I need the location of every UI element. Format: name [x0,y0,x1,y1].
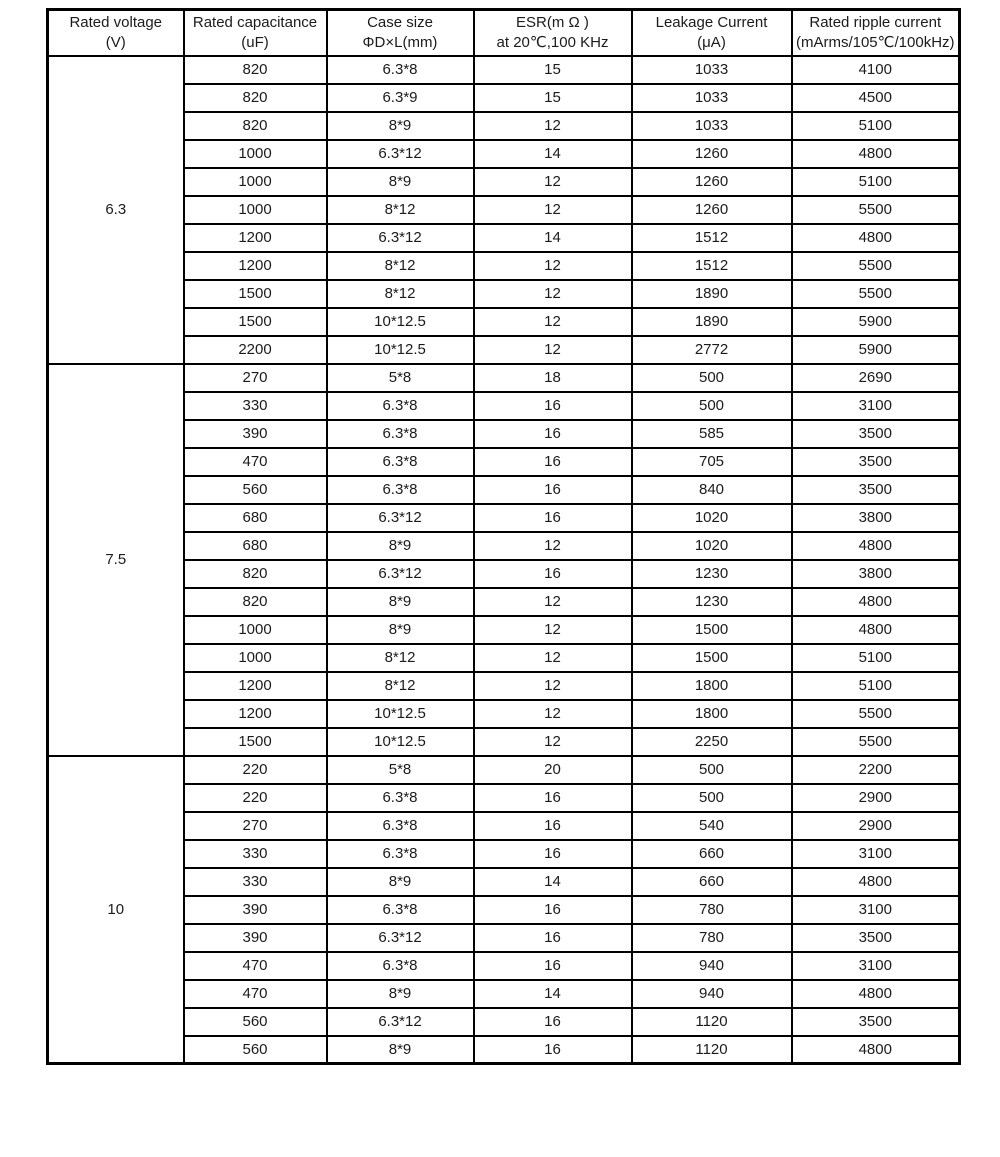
table-row [48,252,960,280]
table-row [48,1036,960,1064]
table-cell: 1800 [632,700,792,728]
table-cell: 1800 [632,672,792,700]
table-row [48,784,960,812]
header-line2: ΦD×L(mm) [362,33,438,51]
table-cell: 6.3*8 [327,784,474,812]
voltage-group-cell: 7.5 [48,364,184,756]
table-row [48,728,960,756]
table-row [48,476,960,504]
table-cell: 1500 [184,728,327,756]
table-cell: 1512 [632,252,792,280]
table-cell: 6.3*9 [327,84,474,112]
voltage-group-cell: 10 [48,756,184,1064]
table-row [48,980,960,1008]
table-cell: 2772 [632,336,792,364]
table-cell: 6.3*8 [327,812,474,840]
table-row [48,224,960,252]
table-cell: 1260 [632,168,792,196]
table-row [48,616,960,644]
table-cell: 8*9 [327,112,474,140]
table-cell: 3500 [792,448,960,476]
table-cell: 8*9 [327,532,474,560]
table-cell: 5500 [792,280,960,308]
table-cell: 6.3*12 [327,140,474,168]
table-cell: 330 [184,840,327,868]
table-cell: 1020 [632,532,792,560]
table-row [48,560,960,588]
table-cell: 500 [632,784,792,812]
table-cell: 940 [632,952,792,980]
table-cell: 1120 [632,1008,792,1036]
table-cell: 1890 [632,308,792,336]
table-cell: 3800 [792,560,960,588]
header-line1: Rated capacitance [192,13,318,31]
table-cell: 390 [184,420,327,448]
table-row [48,308,960,336]
table-cell: 6.3*12 [327,924,474,952]
table-cell: 8*12 [327,644,474,672]
table-cell: 1033 [632,84,792,112]
table-cell: 4800 [792,1036,960,1064]
table-cell: 560 [184,1036,327,1064]
table-cell: 4800 [792,868,960,896]
table-cell: 10*12.5 [327,308,474,336]
table-cell: 16 [474,840,632,868]
table-cell: 470 [184,980,327,1008]
table-cell: 16 [474,560,632,588]
table-row [48,112,960,140]
table-cell: 585 [632,420,792,448]
table-cell: 8*12 [327,252,474,280]
table-cell: 16 [474,784,632,812]
table-cell: 1000 [184,140,327,168]
table-cell: 940 [632,980,792,1008]
table-cell: 16 [474,952,632,980]
table-cell: 330 [184,392,327,420]
table-cell: 560 [184,476,327,504]
table-cell: 8*12 [327,196,474,224]
header-line2: (uF) [241,33,269,51]
table-cell: 2900 [792,784,960,812]
table-cell: 680 [184,504,327,532]
table-cell: 5100 [792,112,960,140]
table-cell: 5900 [792,336,960,364]
table-cell: 12 [474,336,632,364]
table-cell: 390 [184,896,327,924]
table-cell: 820 [184,84,327,112]
table-cell: 12 [474,700,632,728]
table-cell: 6.3*8 [327,896,474,924]
header-ripple-current [792,10,960,56]
table-row [48,756,960,784]
table-cell: 4800 [792,980,960,1008]
table-cell: 2690 [792,364,960,392]
table-cell: 220 [184,756,327,784]
table-cell: 8*9 [327,616,474,644]
table-row [48,924,960,952]
table-cell: 470 [184,952,327,980]
table-cell: 500 [632,364,792,392]
table-cell: 680 [184,532,327,560]
table-cell: 6.3*8 [327,448,474,476]
header-line1: ESR(m Ω ) [516,13,589,31]
table-cell: 8*12 [327,280,474,308]
table-cell: 16 [474,1036,632,1064]
table-cell: 3500 [792,924,960,952]
table-cell: 1230 [632,560,792,588]
table-cell: 5500 [792,700,960,728]
table-cell: 500 [632,756,792,784]
table-cell: 20 [474,756,632,784]
table-row [48,168,960,196]
table-cell: 540 [632,812,792,840]
header-rated-voltage [48,10,184,56]
table-cell: 1000 [184,644,327,672]
table-cell: 3500 [792,1008,960,1036]
table-row [48,336,960,364]
table-cell: 3100 [792,840,960,868]
table-cell: 2200 [792,756,960,784]
table-cell: 12 [474,616,632,644]
table-cell: 1000 [184,196,327,224]
table-row [48,700,960,728]
table-cell: 560 [184,1008,327,1036]
table-row [48,812,960,840]
table-cell: 16 [474,420,632,448]
table-cell: 6.3*8 [327,952,474,980]
table-cell: 12 [474,112,632,140]
table-row [48,1008,960,1036]
table-cell: 12 [474,168,632,196]
table-cell: 840 [632,476,792,504]
table-cell: 1000 [184,168,327,196]
header-leakage-current [632,10,792,56]
table-cell: 8*9 [327,868,474,896]
table-cell: 8*12 [327,672,474,700]
table-cell: 4800 [792,532,960,560]
table-cell: 330 [184,868,327,896]
table-cell: 16 [474,448,632,476]
table-cell: 3500 [792,476,960,504]
table-cell: 12 [474,252,632,280]
table-row [48,392,960,420]
table-cell: 14 [474,224,632,252]
table-cell: 6.3*12 [327,224,474,252]
table-cell: 5500 [792,252,960,280]
table-cell: 780 [632,924,792,952]
table-cell: 2200 [184,336,327,364]
capacitor-spec-table [46,8,961,1065]
table-header [48,10,960,56]
table-cell: 1512 [632,224,792,252]
table-cell: 660 [632,868,792,896]
table-row [48,280,960,308]
table-cell: 3100 [792,392,960,420]
header-line1: Case size [367,13,433,31]
table-cell: 6.3*8 [327,476,474,504]
table-row [48,532,960,560]
table-cell: 8*9 [327,588,474,616]
table-cell: 12 [474,196,632,224]
table-cell: 1500 [632,616,792,644]
table-cell: 1200 [184,700,327,728]
table-cell: 500 [632,392,792,420]
table-row [48,868,960,896]
table-cell: 470 [184,448,327,476]
table-cell: 270 [184,812,327,840]
table-cell: 16 [474,476,632,504]
table-cell: 10*12.5 [327,336,474,364]
table-row [48,896,960,924]
table-cell: 820 [184,56,327,84]
table-cell: 6.3*12 [327,560,474,588]
table-cell: 2900 [792,812,960,840]
table-cell: 6.3*8 [327,420,474,448]
table-cell: 1200 [184,252,327,280]
table-cell: 12 [474,672,632,700]
table-cell: 8*9 [327,980,474,1008]
table-cell: 4800 [792,224,960,252]
header-esr [474,10,632,56]
table-cell: 5100 [792,672,960,700]
header-rated-capacitance [184,10,327,56]
table-cell: 14 [474,980,632,1008]
header-line1: Rated ripple current [809,13,942,31]
table-row [48,364,960,392]
table-cell: 4500 [792,84,960,112]
table-cell: 1890 [632,280,792,308]
table-cell: 12 [474,308,632,336]
table-cell: 4800 [792,616,960,644]
table-cell: 820 [184,588,327,616]
table-cell: 705 [632,448,792,476]
table-cell: 16 [474,1008,632,1036]
table-cell: 3100 [792,896,960,924]
table-row [48,56,960,84]
table-cell: 6.3*12 [327,1008,474,1036]
table-cell: 3500 [792,420,960,448]
voltage-group-cell: 6.3 [48,56,184,364]
table-cell: 2250 [632,728,792,756]
table-cell: 6.3*8 [327,56,474,84]
table-cell: 10*12.5 [327,728,474,756]
table-cell: 6.3*8 [327,840,474,868]
table-cell: 1500 [632,644,792,672]
table-cell: 12 [474,280,632,308]
table-cell: 5900 [792,308,960,336]
table-cell: 1230 [632,588,792,616]
table-row [48,420,960,448]
table-cell: 1200 [184,224,327,252]
table-row [48,644,960,672]
table-row [48,840,960,868]
table-cell: 1033 [632,112,792,140]
table-row [48,448,960,476]
table-cell: 1200 [184,672,327,700]
header-line2: (mArms/105℃/100kHz) [795,33,955,51]
table-cell: 1020 [632,504,792,532]
header-case-size [327,10,474,56]
table-row [48,140,960,168]
table-cell: 16 [474,812,632,840]
table-cell: 1033 [632,56,792,84]
table-cell: 1500 [184,280,327,308]
table-cell: 390 [184,924,327,952]
table-cell: 1000 [184,616,327,644]
table-cell: 820 [184,112,327,140]
header-row [48,10,960,56]
table-cell: 1260 [632,196,792,224]
table-cell: 5100 [792,168,960,196]
table-row [48,952,960,980]
table-cell: 16 [474,924,632,952]
header-line2: (μA) [697,33,726,51]
table-cell: 18 [474,364,632,392]
table-cell: 3800 [792,504,960,532]
table-cell: 4800 [792,588,960,616]
table-cell: 16 [474,896,632,924]
table-row [48,504,960,532]
table-cell: 12 [474,532,632,560]
header-line2: at 20℃,100 KHz [496,33,609,51]
table-cell: 8*9 [327,1036,474,1064]
table-cell: 16 [474,392,632,420]
table-cell: 4800 [792,140,960,168]
table-cell: 1500 [184,308,327,336]
table-cell: 4100 [792,56,960,84]
table-cell: 6.3*12 [327,504,474,532]
header-line1: Rated voltage [69,13,163,31]
table-cell: 15 [474,56,632,84]
header-line1: Leakage Current [655,13,768,31]
table-cell: 5*8 [327,756,474,784]
table-cell: 220 [184,784,327,812]
table-cell: 5*8 [327,364,474,392]
table-row [48,84,960,112]
table-cell: 14 [474,868,632,896]
table-cell: 1120 [632,1036,792,1064]
table-cell: 780 [632,896,792,924]
table-cell: 12 [474,588,632,616]
header-line2: (V) [105,33,126,51]
table-cell: 8*9 [327,168,474,196]
table-cell: 12 [474,644,632,672]
table-cell: 5500 [792,196,960,224]
table-body [48,56,960,1064]
table-cell: 5500 [792,728,960,756]
table-row [48,672,960,700]
table-cell: 660 [632,840,792,868]
table-cell: 6.3*8 [327,392,474,420]
table-cell: 5100 [792,644,960,672]
table-cell: 15 [474,84,632,112]
table-cell: 16 [474,504,632,532]
table-cell: 270 [184,364,327,392]
table-cell: 3100 [792,952,960,980]
table-cell: 12 [474,728,632,756]
table-cell: 14 [474,140,632,168]
table-cell: 820 [184,560,327,588]
table-row [48,196,960,224]
table-row [48,588,960,616]
table-cell: 1260 [632,140,792,168]
table-cell: 10*12.5 [327,700,474,728]
